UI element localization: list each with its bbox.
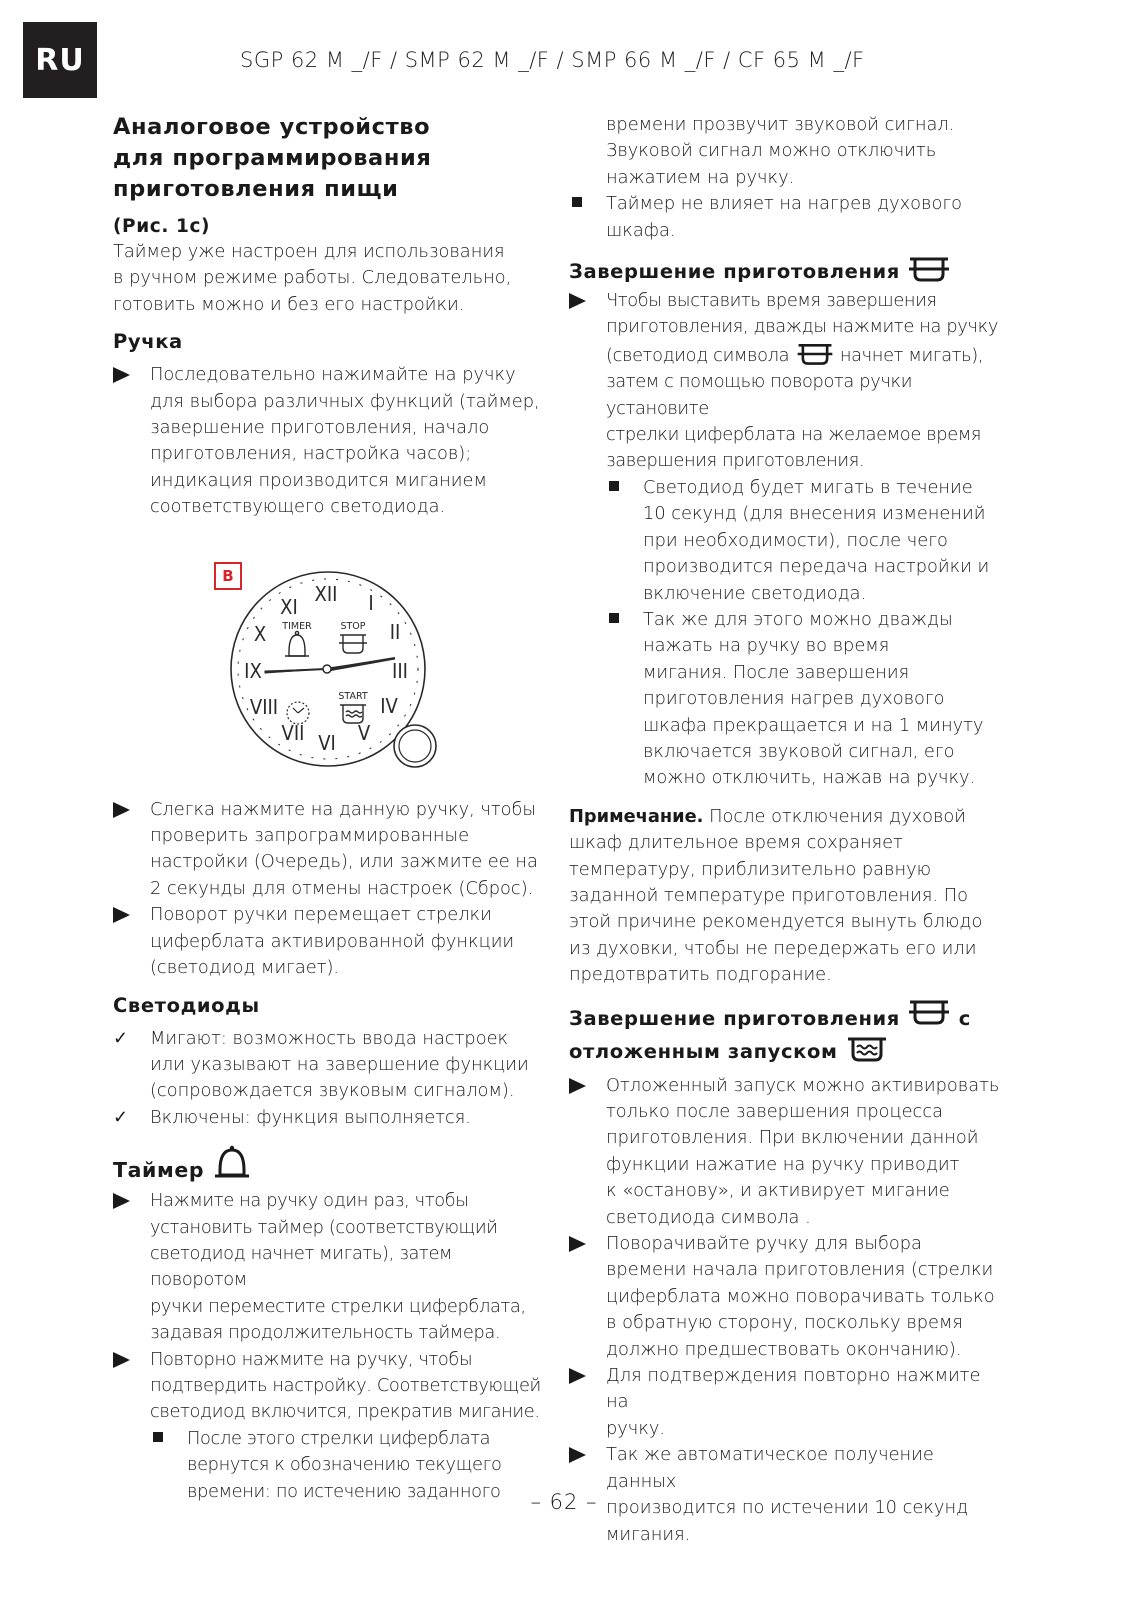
square-bullet-icon <box>609 481 619 491</box>
sub-list-item: Таймер не влияет на нагрев духового шкафа. <box>569 191 1001 244</box>
title-line: для программирования <box>113 145 432 171</box>
intro-paragraph: Таймер уже настроен для использования в ручном режиме работы. Следовательно, готовить можно и без его настройки. <box>113 241 512 315</box>
arrow-bullet-icon <box>569 1078 586 1094</box>
knob-list <box>113 362 543 520</box>
dial-illustration <box>113 547 543 777</box>
stop-pot-icon <box>795 341 835 367</box>
stop-pot-icon <box>907 997 951 1027</box>
model-list: SGP 62 M _/F / SMP 62 M _/F / SMP 66 M _/F / CF 65 M _/F <box>240 48 865 72</box>
title-line: Аналоговое устройство <box>113 114 431 140</box>
numeral-x: X <box>253 621 267 646</box>
stop-pot-icon <box>339 635 367 653</box>
square-bullet-icon <box>153 1432 163 1442</box>
square-bullet-icon <box>609 613 619 623</box>
numeral-iii: III <box>392 658 408 683</box>
arrow-bullet-icon <box>113 907 130 923</box>
press-list <box>113 797 543 982</box>
numeral-vii: VII <box>281 720 305 745</box>
start-label: START <box>338 690 368 702</box>
knob-heading: Ручка <box>113 330 183 354</box>
title-line: приготовления пищи <box>113 176 399 202</box>
arrow-bullet-icon <box>113 802 130 818</box>
list-item: Повторно нажмите на ручку, чтобы подтвердить настройку. Соответствующей светодиод включится, прекратив мигание. После этого стрелки циферблата вернутся к обозначению текущего времени: по истечению заданного <box>113 1347 543 1505</box>
arrow-bullet-icon <box>569 293 586 309</box>
arrow-bullet-icon <box>113 1352 130 1368</box>
sub-list-item: После этого стрелки циферблата вернутся к обозначению текущего времени: по истечению заданного <box>150 1426 543 1505</box>
note-paragraph: Примечание. После отключения духовой шкаф длительное время сохраняет температуру, приблизительно равную заданной температуре приготовления. По этой причине рекомендуется вынуть блюдо из духовки, чтобы не передержать его или предотвратить подгорание. <box>569 805 983 986</box>
sub-list-item: Светодиод будет мигать в течение 10 секунд (для внесения изменений при необходимости), после чего производится передача настройки и включение светодиода. <box>606 475 1001 607</box>
bell-icon <box>212 1145 252 1181</box>
leds-list <box>113 1026 543 1132</box>
numeral-v: V <box>357 720 371 745</box>
list-item: Поворачивайте ручку для выбора времени начала приготовления (стрелки циферблата можно поворачивать только в обратную сторону, поскольку время должно предшествовать окончанию). <box>569 1231 1001 1363</box>
end-cooking-list <box>569 288 1001 792</box>
delayed-start-heading: Завершение приготовления с отложенным запуском <box>569 997 1001 1067</box>
figure-reference: (Рис. 1c) <box>113 216 211 237</box>
section-title <box>113 112 543 205</box>
list-item: Для подтверждения повторно нажмите на ручку. <box>569 1363 1001 1442</box>
arrow-bullet-icon <box>569 1447 586 1463</box>
arrow-bullet-icon <box>113 367 130 383</box>
check-icon: ✓ <box>113 1027 129 1049</box>
numeral-viii: VIII <box>249 694 279 719</box>
numeral-iv: IV <box>380 693 398 718</box>
programmer-dial-figure <box>113 547 543 777</box>
list-item: Слегка нажмите на данную ручку, чтобы проверить запрограммированные настройки (Очередь), или зажмите ее на 2 секунды для отмены настроек (Сброс). <box>113 797 543 903</box>
arrow-bullet-icon <box>569 1236 586 1252</box>
timer-label: TIMER <box>282 620 312 632</box>
list-item: Чтобы выставить время завершения приготовления, дважды нажмите на ручку (светодиод символа начнет мигать), затем с помощью поворота ручки установите стрелки циферблата на желаемое время завершения приготовления. Светодиод будет мигать в течение 10 секунд (для внесения изменений при необходимости), после чего производится передача настройки и включение светодиода. Так же для этого можно дважды нажать на ручку во время мигания. После завершения приготовления нагрев духового шкафа прекращается и на 1 минуту включается звуковой сигнал, его можно отключить, нажав на ручку. <box>569 288 1001 792</box>
numeral-i: I <box>368 590 374 615</box>
bell-icon <box>285 631 309 656</box>
list-item: Последовательно нажимайте на ручку для выбора различных функций (таймер, завершение приготовления, начало приготовления, настройка часов); индикация производится миганием соответствующего светодиода. <box>113 362 543 520</box>
list-item: ✓ Мигают: возможность ввода настроек или указывают на завершение функции (сопровождается звуковым сигналом). <box>113 1027 529 1102</box>
continued-sub-list <box>569 112 1001 244</box>
check-icon: ✓ <box>113 1106 129 1128</box>
arrow-bullet-icon <box>569 1368 586 1384</box>
timer-list <box>113 1188 543 1505</box>
control-knob-icon <box>394 725 436 767</box>
sub-list-item: Так же для этого можно дважды нажать на ручку во время мигания. После завершения приготовления нагрев духового шкафа прекращается и на 1 минуту включается звуковой сигнал, его можно отключить, нажав на ручку. <box>606 607 1001 792</box>
sub-list-item: времени прозвучит звуковой сигнал. Звуковой сигнал можно отключить нажатием на ручку. <box>606 114 955 188</box>
list-item: Так же автоматическое получение данных производится по истечении 10 секунд мигания. <box>569 1442 1001 1548</box>
stop-label: STOP <box>340 620 366 632</box>
page-number: – 62 – <box>530 1490 598 1514</box>
start-pot-icon <box>845 1034 889 1064</box>
leds-heading: Светодиоды <box>113 993 260 1017</box>
list-item: ✓ Включены: функция выполняется. <box>113 1105 543 1131</box>
list-item: Нажмите на ручку один раз, чтобы установить таймер (соответствующий светодиод начнет мигать), затем поворотом ручки переместите стрелки циферблата, задавая продолжительность таймера. <box>113 1188 543 1346</box>
start-pot-icon <box>340 705 366 723</box>
list-item: Отложенный запуск можно активировать только после завершения процесса приготовления. При включении данной функции нажатие на ручку приводит к «останову», и активирует мигание светодиода символа . <box>569 1073 1001 1231</box>
end-cooking-sub-list <box>606 475 1001 792</box>
end-cooking-heading: Завершение приготовления <box>569 254 1001 286</box>
stop-pot-icon <box>907 254 951 284</box>
left-column <box>113 112 543 1505</box>
figure-label: B <box>214 562 242 590</box>
right-column <box>569 112 1001 1548</box>
numeral-xii: XII <box>314 581 338 606</box>
dial-hands <box>265 658 395 673</box>
numeral-ii: II <box>389 619 401 644</box>
timer-heading: Таймер <box>113 1145 543 1184</box>
square-bullet-icon <box>572 197 582 207</box>
arrow-bullet-icon <box>113 1193 130 1209</box>
language-badge: RU <box>23 22 97 98</box>
numeral-ix: IX <box>244 658 262 683</box>
list-item: Поворот ручки перемещает стрелки циферблата активированной функции (светодиод мигает). <box>113 902 543 981</box>
numeral-xi: XI <box>280 594 298 619</box>
delayed-start-list <box>569 1073 1001 1548</box>
numeral-vi: VI <box>318 730 336 755</box>
